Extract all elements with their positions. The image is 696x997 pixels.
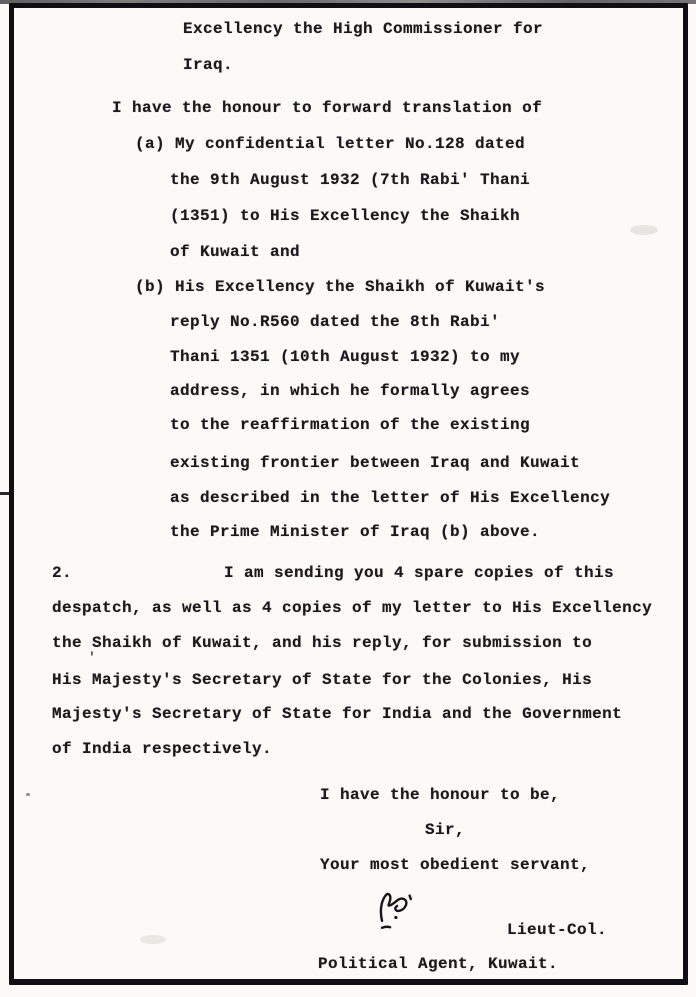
letter-line-item-b: address, in which he formally agrees: [170, 382, 531, 400]
scan-smudge: [140, 935, 166, 944]
letter-line-para2: Majesty's Secretary of State for India and the Government: [52, 705, 623, 723]
letter-line-item-b: reply No.R560 dated the 8th Rabi': [170, 313, 501, 331]
letter-line-item-a: of Kuwait and: [170, 243, 301, 261]
letter-line-item-b: the Prime Minister of Iraq (b) above.: [170, 523, 541, 541]
scan-speck: [26, 793, 30, 796]
stray-typed-mark: ': [88, 650, 97, 665]
letter-line-body: I have the honour to forward translation of: [112, 99, 543, 117]
scan-edge-artifact: [0, 492, 9, 495]
letter-line-para2: of India respectively.: [52, 740, 273, 758]
letter-line-para2: the Shaikh of Kuwait, and his reply, for submission to: [52, 634, 593, 652]
signature-rank: Lieut-Col.: [507, 921, 608, 939]
letter-line-valediction: Your most obedient servant,: [320, 856, 591, 874]
letter-line-para2: His Majesty's Secretary of State for the Colonies, His: [52, 671, 593, 689]
letter-line-item-b: as described in the letter of His Excellency: [170, 489, 611, 507]
scan-smudge: [630, 225, 658, 235]
letter-line-item-a: (1351) to His Excellency the Shaikh: [170, 207, 521, 225]
letter-line-address-continuation: Excellency the High Commissioner for: [183, 20, 544, 38]
signature-mark: [374, 891, 420, 937]
letter-line-valediction: I have the honour to be,: [320, 786, 561, 804]
signature-title: Political Agent, Kuwait.: [318, 955, 559, 973]
paragraph-number: 2.: [52, 564, 73, 582]
letter-line-item-a: (a) My confidential letter No.128 dated: [135, 135, 526, 153]
letter-line-item-b: existing frontier between Iraq and Kuwait: [170, 454, 581, 472]
letter-line-item-b: Thani 1351 (10th August 1932) to my: [170, 348, 521, 366]
letter-line-item-b: (b) His Excellency the Shaikh of Kuwait's: [135, 278, 546, 296]
letter-line-item-a: the 9th August 1932 (7th Rabi' Thani: [170, 171, 531, 189]
letter-line-address-continuation: Iraq.: [183, 56, 234, 74]
letter-line-item-b: to the reaffirmation of the existing: [170, 416, 531, 434]
letter-line-para2: I am sending you 4 spare copies of this: [224, 564, 615, 582]
letter-line-para2: despatch, as well as 4 copies of my letter to His Excellency: [52, 599, 653, 617]
letter-line-valediction: Sir,: [425, 821, 466, 839]
